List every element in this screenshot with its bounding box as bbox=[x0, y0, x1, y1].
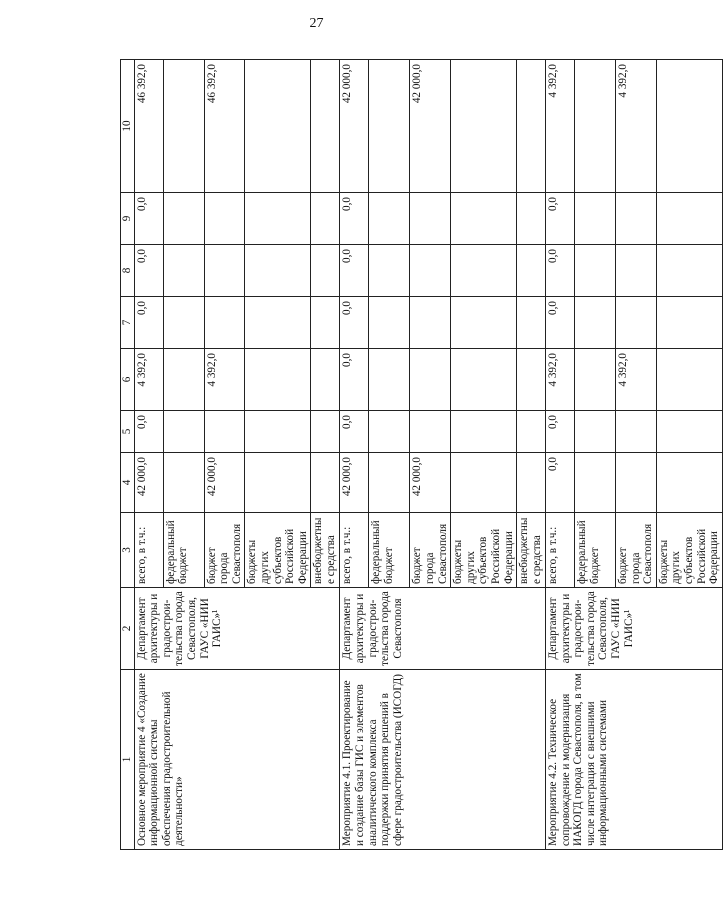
value-cell: 4 392,0 bbox=[204, 349, 245, 411]
value-cell: 0,0 bbox=[340, 411, 369, 453]
value-cell bbox=[656, 193, 722, 245]
funding-source: федеральный бюджет bbox=[369, 513, 410, 588]
value-cell: 0,0 bbox=[340, 349, 369, 411]
value-cell bbox=[311, 60, 340, 193]
value-cell bbox=[163, 349, 204, 411]
value-cell bbox=[575, 297, 616, 349]
value-cell bbox=[245, 60, 311, 193]
value-cell bbox=[410, 193, 451, 245]
funding-source: федеральный бюджет bbox=[163, 513, 204, 588]
header-row bbox=[121, 60, 135, 850]
rotated-table-container bbox=[120, 60, 721, 850]
responsible-executor: Департамент архитектуры и градострои-тельства города Севастополя, ГАУС «НИИ ГАИС»¹ bbox=[546, 588, 723, 670]
value-cell bbox=[575, 349, 616, 411]
value-cell bbox=[245, 453, 311, 513]
value-cell bbox=[451, 297, 517, 349]
value-cell bbox=[616, 193, 657, 245]
table-row bbox=[134, 60, 163, 850]
value-cell bbox=[656, 297, 722, 349]
event-name: Основное мероприятие 4 «Создание информационной системы обеспечения градостроительной деятельности» bbox=[134, 670, 340, 850]
funding-source: бюджет города Севастополя bbox=[204, 513, 245, 588]
value-cell: 42 000,0 bbox=[340, 453, 369, 513]
value-cell bbox=[575, 453, 616, 513]
value-cell bbox=[204, 245, 245, 297]
value-cell bbox=[245, 349, 311, 411]
value-cell bbox=[575, 411, 616, 453]
funding-source: бюджет города Севастополя bbox=[410, 513, 451, 588]
value-cell bbox=[656, 245, 722, 297]
value-cell bbox=[245, 193, 311, 245]
value-cell: 42 000,0 bbox=[410, 453, 451, 513]
funding-source: бюджеты других субъектов Российской Федерации bbox=[451, 513, 517, 588]
value-cell bbox=[410, 349, 451, 411]
funding-source: внебюджетные средства bbox=[517, 513, 546, 588]
value-cell bbox=[369, 453, 410, 513]
value-cell bbox=[616, 245, 657, 297]
value-cell bbox=[517, 193, 546, 245]
value-cell bbox=[369, 349, 410, 411]
value-cell bbox=[616, 297, 657, 349]
value-cell bbox=[575, 60, 616, 193]
funding-source: внебюджетные средства bbox=[311, 513, 340, 588]
value-cell: 0,0 bbox=[546, 245, 575, 297]
value-cell bbox=[311, 349, 340, 411]
value-cell bbox=[410, 411, 451, 453]
value-cell bbox=[311, 453, 340, 513]
value-cell: 0,0 bbox=[340, 297, 369, 349]
header-cell: 10 bbox=[121, 60, 135, 193]
value-cell: 4 392,0 bbox=[616, 349, 657, 411]
value-cell bbox=[656, 349, 722, 411]
table-row bbox=[340, 60, 369, 850]
value-cell: 4 392,0 bbox=[546, 60, 575, 193]
value-cell bbox=[517, 411, 546, 453]
header-cell: 5 bbox=[121, 411, 135, 453]
value-cell bbox=[517, 245, 546, 297]
value-cell bbox=[451, 245, 517, 297]
value-cell: 0,0 bbox=[134, 411, 163, 453]
value-cell bbox=[616, 411, 657, 453]
program-funding-table bbox=[120, 59, 723, 850]
value-cell: 0,0 bbox=[134, 245, 163, 297]
value-cell bbox=[163, 193, 204, 245]
value-cell: 0,0 bbox=[340, 193, 369, 245]
header-cell: 3 bbox=[121, 513, 135, 588]
value-cell bbox=[163, 453, 204, 513]
value-cell bbox=[517, 349, 546, 411]
value-cell: 0,0 bbox=[546, 297, 575, 349]
value-cell: 42 000,0 bbox=[340, 60, 369, 193]
value-cell bbox=[410, 245, 451, 297]
value-cell bbox=[204, 297, 245, 349]
value-cell bbox=[517, 453, 546, 513]
value-cell bbox=[656, 411, 722, 453]
value-cell: 0,0 bbox=[134, 193, 163, 245]
value-cell bbox=[656, 453, 722, 513]
header-cell: 7 bbox=[121, 297, 135, 349]
value-cell bbox=[575, 245, 616, 297]
value-cell bbox=[410, 297, 451, 349]
funding-source: всего, в т.ч.: bbox=[340, 513, 369, 588]
header-cell: 8 bbox=[121, 245, 135, 297]
funding-source: всего, в т.ч.: bbox=[546, 513, 575, 588]
value-cell bbox=[656, 60, 722, 193]
header-cell: 9 bbox=[121, 193, 135, 245]
value-cell bbox=[451, 453, 517, 513]
value-cell bbox=[311, 245, 340, 297]
value-cell bbox=[163, 297, 204, 349]
value-cell bbox=[369, 411, 410, 453]
value-cell bbox=[311, 411, 340, 453]
funding-source: федеральный бюджет bbox=[575, 513, 616, 588]
value-cell: 42 000,0 bbox=[410, 60, 451, 193]
value-cell bbox=[245, 411, 311, 453]
value-cell bbox=[575, 193, 616, 245]
value-cell: 46 392,0 bbox=[134, 60, 163, 193]
value-cell bbox=[204, 411, 245, 453]
responsible-executor: Департамент архитектуры и градострои-тельства города Севастополя, ГАУС «НИИ ГАИС»¹ bbox=[134, 588, 340, 670]
value-cell bbox=[163, 411, 204, 453]
value-cell bbox=[451, 349, 517, 411]
value-cell bbox=[451, 60, 517, 193]
value-cell: 4 392,0 bbox=[546, 349, 575, 411]
value-cell bbox=[517, 60, 546, 193]
event-name: Мероприятие 4.2. Техническое сопровождение и модернизация ИАКОГД города Севастополя, в том числе интеграция с внешними информационными системами bbox=[546, 670, 723, 850]
header-cell: 2 bbox=[121, 588, 135, 670]
value-cell: 4 392,0 bbox=[616, 60, 657, 193]
responsible-executor: Департамент архитектуры и градострои-тельства города Севастополя bbox=[340, 588, 546, 670]
value-cell bbox=[163, 60, 204, 193]
value-cell: 0,0 bbox=[546, 453, 575, 513]
value-cell bbox=[245, 297, 311, 349]
value-cell bbox=[616, 453, 657, 513]
value-cell bbox=[245, 245, 311, 297]
value-cell bbox=[451, 193, 517, 245]
value-cell bbox=[517, 297, 546, 349]
value-cell bbox=[163, 245, 204, 297]
event-name: Мероприятие 4.1. Проектирование и создание базы ГИС и элементов аналитического комплекса поддержки принятия решений в сфере градостроительства (ИСОГД) bbox=[340, 670, 546, 850]
funding-source: бюджет города Севастополя bbox=[616, 513, 657, 588]
value-cell bbox=[369, 193, 410, 245]
header-cell: 4 bbox=[121, 453, 135, 513]
value-cell: 0,0 bbox=[134, 297, 163, 349]
value-cell bbox=[204, 193, 245, 245]
value-cell bbox=[369, 297, 410, 349]
value-cell: 0,0 bbox=[340, 245, 369, 297]
funding-source: бюджеты других субъектов Российской Федерации bbox=[245, 513, 311, 588]
funding-source: всего, в т.ч.: bbox=[134, 513, 163, 588]
table-row bbox=[546, 60, 575, 850]
page-number: 27 bbox=[309, 16, 324, 31]
value-cell: 42 000,0 bbox=[134, 453, 163, 513]
funding-source: бюджеты других субъектов Российской Федерации bbox=[656, 513, 722, 588]
value-cell: 46 392,0 bbox=[204, 60, 245, 193]
header-cell: 1 bbox=[121, 670, 135, 850]
value-cell bbox=[369, 60, 410, 193]
value-cell: 4 392,0 bbox=[134, 349, 163, 411]
header-cell: 6 bbox=[121, 349, 135, 411]
value-cell: 0,0 bbox=[546, 411, 575, 453]
value-cell bbox=[451, 411, 517, 453]
value-cell: 0,0 bbox=[546, 193, 575, 245]
value-cell: 42 000,0 bbox=[204, 453, 245, 513]
value-cell bbox=[311, 193, 340, 245]
value-cell bbox=[311, 297, 340, 349]
value-cell bbox=[369, 245, 410, 297]
